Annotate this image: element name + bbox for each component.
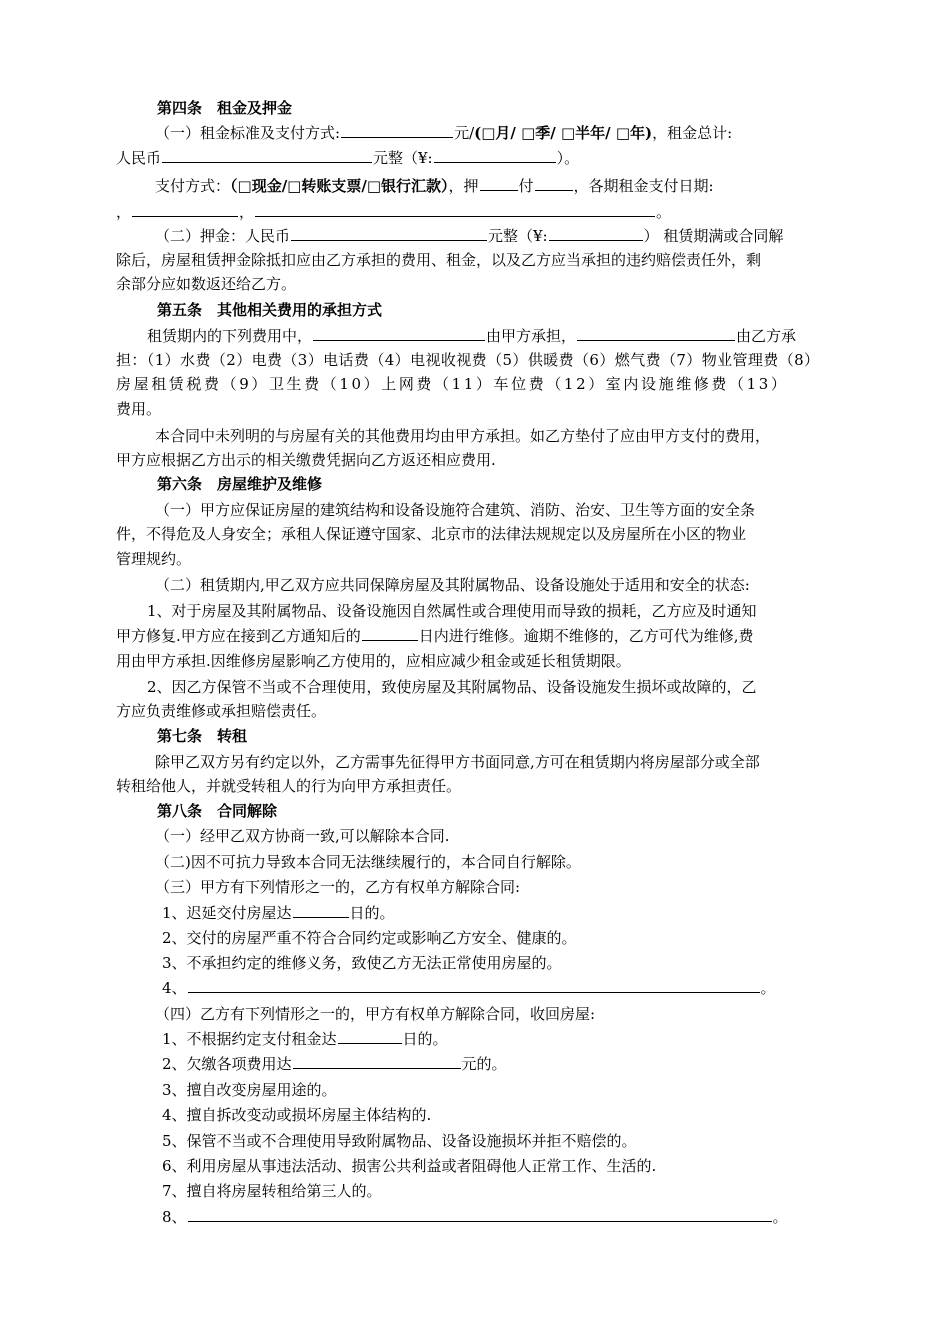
- termination-c4-6: 6、利用房屋从事违法活动、损害公共利益或者阻碍他人正常工作、生活的.: [162, 1157, 657, 1175]
- comma: ，: [116, 203, 132, 221]
- item-number: 4、: [162, 979, 187, 997]
- period: 。: [656, 203, 672, 221]
- maint-p3b: [116, 625, 754, 647]
- termination-c4-2: [162, 1053, 507, 1075]
- deposit-rmb-label: （二）押金：人民币: [155, 227, 291, 245]
- payment-method-label: 支付方式：: [155, 177, 231, 195]
- maint-p1c: 管理规约。: [116, 550, 192, 568]
- termination-c3: （三）甲方有下列情形之一的，乙方有权单方解除合同:: [155, 878, 521, 896]
- repair-intro: 甲方修复.甲方应在接到乙方通知后的: [116, 627, 361, 645]
- item-number: 8、: [162, 1208, 187, 1226]
- pay-date-label: ，各期租金支付日期:: [573, 177, 714, 195]
- fee-list-2: 房屋租赁税费（9）卫生费（10）上网费（11）车位费（12）室内设施维修费（13）: [116, 375, 789, 393]
- sublet-p1a: 除甲乙双方另有约定以外，乙方需事先征得甲方书面同意,方可在租赁期内将房屋部分或全部: [155, 753, 760, 771]
- section-6-title: 第六条 房屋维护及维修: [157, 475, 323, 493]
- termination-c4-1: [162, 1028, 448, 1050]
- termination-c2: （二)因不可抗力导致本合同无法继续履行的，本合同自行解除。: [155, 853, 581, 871]
- section-8-title: 第八条 合同解除: [157, 802, 278, 820]
- section-7-title: 第七条 转租: [157, 727, 248, 745]
- maint-p4b: 方应负责维修或承担赔偿责任。: [116, 702, 327, 720]
- repair-tail: 日内进行维修。逾期不维修的，乙方可代为维修,费: [418, 627, 754, 645]
- payment-method-options[interactable]: （□现金/□转账支票/□银行汇款）: [230, 177, 449, 195]
- deposit-line: [155, 225, 783, 247]
- unit-label: 元/: [454, 124, 475, 142]
- termination-c4: （四）乙方有下列情形之一的，甲方有权单方解除合同，收回房屋:: [155, 1005, 596, 1023]
- landlord-bears-label: 由甲方承担，: [486, 327, 577, 345]
- pay-label: 付: [518, 177, 534, 195]
- section-4-title: 第四条 租金及押金: [157, 99, 293, 117]
- pay-date-line: [116, 201, 671, 223]
- fee-list-3: 费用。: [116, 400, 162, 418]
- termination-c3-4: [162, 977, 776, 999]
- sublet-p1b: 转租给他人，并就受转租人的行为向甲方承担责任。: [116, 777, 462, 795]
- days-suffix: 日的。: [349, 904, 395, 922]
- yuan-suffix: 元的。: [461, 1055, 507, 1073]
- termination-c4-5: 5、保管不当或不合理使用导致附属物品、设备设施损坏并拒不赔偿的。: [162, 1132, 637, 1150]
- maint-p1a: （一）甲方应保证房屋的建筑结构和设备设施符合建筑、消防、治安、卫生等方面的安全条: [155, 501, 756, 519]
- comma: ，: [239, 203, 255, 221]
- period-options[interactable]: (□月/ □季/ □半年/ □年): [474, 124, 653, 142]
- termination-c4-3: 3、擅自改变房屋用途的。: [162, 1081, 337, 1099]
- termination-c1: （一）经甲乙双方协商一致,可以解除本合同.: [155, 827, 450, 845]
- deposit-months-blank[interactable]: [480, 175, 518, 191]
- deposit-label: ，押: [448, 177, 479, 195]
- rent-total-yen-blank[interactable]: [434, 147, 556, 163]
- delay-days-blank[interactable]: [293, 902, 349, 918]
- tenant-fees-blank[interactable]: [577, 325, 735, 341]
- rent-standard-label: （一）租金标准及支付方式:: [155, 124, 341, 142]
- closing-paren: ）。: [556, 149, 580, 167]
- unpaid-rent-days-blank[interactable]: [338, 1028, 402, 1044]
- rent-total-line: [116, 147, 579, 169]
- other-fees-1: 本合同中未列明的与房屋有关的其他费用均由甲方承担。如乙方垫付了应由甲方支付的费用，: [155, 427, 771, 445]
- unpaid-rent-label: 1、不根据约定支付租金达: [162, 1030, 337, 1048]
- deposit-tail: ） 租赁期满或合同解: [643, 227, 784, 245]
- payment-method-line: [155, 175, 714, 197]
- rent-standard-line: [155, 122, 732, 144]
- deposit-yen-blank[interactable]: [549, 225, 643, 241]
- pay-date-blank-1[interactable]: [132, 201, 238, 217]
- unpaid-fees-blank[interactable]: [293, 1053, 461, 1069]
- termination-c4-7: 7、擅自将房屋转租给第三人的。: [162, 1182, 382, 1200]
- termination-c4-4: 4、擅自拆改变动或损坏房屋主体结构的.: [162, 1106, 432, 1124]
- period: 。: [760, 979, 776, 997]
- maint-p2: （二）租赁期内,甲乙双方应共同保障房屋及其附属物品、设备设施处于适用和安全的状态:: [155, 576, 750, 594]
- repair-days-blank[interactable]: [362, 625, 418, 641]
- deposit-amount-blank[interactable]: [291, 225, 487, 241]
- section-5-title: 第五条 其他相关费用的承担方式: [157, 301, 383, 319]
- landlord-fees-blank[interactable]: [313, 325, 485, 341]
- c4-other-blank[interactable]: [188, 1206, 772, 1222]
- unpaid-fees-label: 2、欠缴各项费用达: [162, 1055, 292, 1073]
- rent-total-label: ，租金总计:: [652, 124, 733, 142]
- tenant-bears-label: 由乙方承: [736, 327, 797, 345]
- rmb-label: 人民币: [116, 149, 162, 167]
- maint-p3a: 1、对于房屋及其附属物品、设备设施因自然属性或合理使用而导致的损耗，乙方应及时通知: [147, 602, 757, 620]
- period: 。: [772, 1208, 788, 1226]
- termination-c3-2: 2、交付的房屋严重不符合合同约定或影响乙方安全、健康的。: [162, 929, 577, 947]
- fee-list-1: 担：（1）水费（2）电费（3）电话费（4）电视收视费（5）供暖费（6）燃气费（7）物业管理费（8）: [116, 351, 820, 369]
- pay-months-blank[interactable]: [535, 175, 573, 191]
- maint-p3c: 用由甲方承担.因维修房屋影响乙方使用的，应相应减少租金或延长租赁期限。: [116, 652, 631, 670]
- termination-c3-1: [162, 902, 395, 924]
- c3-other-blank[interactable]: [188, 977, 760, 993]
- days-suffix: 日的。: [402, 1030, 448, 1048]
- other-fees-2: 甲方应根据乙方出示的相关缴费凭据向乙方返还相应费用.: [116, 451, 496, 469]
- termination-c4-8: [162, 1206, 788, 1228]
- maint-p1b: 件，不得危及人身安全；承租人保证遵守国家、北京市的法律法规规定以及房屋所在小区的物业: [116, 525, 747, 543]
- fee-intro: 租赁期内的下列费用中，: [147, 327, 313, 345]
- deposit-text-3: 余部分应如数返还给乙方。: [116, 275, 297, 293]
- fee-split-line: [147, 325, 796, 347]
- deposit-text-2: 除后，房屋租赁押金除抵扣应由乙方承担的费用、租金，以及乙方应当承担的违约赔偿责任外，剩: [116, 251, 762, 269]
- yuan-label: 元整（¥:: [373, 149, 433, 167]
- rent-amount-blank[interactable]: [341, 122, 453, 138]
- maint-p4a: 2、因乙方保管不当或不合理使用，致使房屋及其附属物品、设备设施发生损坏或故障的，乙: [147, 678, 757, 696]
- delay-label: 1、迟延交付房屋达: [162, 904, 292, 922]
- rent-total-blank[interactable]: [162, 147, 372, 163]
- termination-c3-3: 3、不承担约定的维修义务，致使乙方无法正常使用房屋的。: [162, 954, 562, 972]
- yuan-label: 元整（¥:: [488, 227, 548, 245]
- pay-date-blank-2[interactable]: [255, 201, 655, 217]
